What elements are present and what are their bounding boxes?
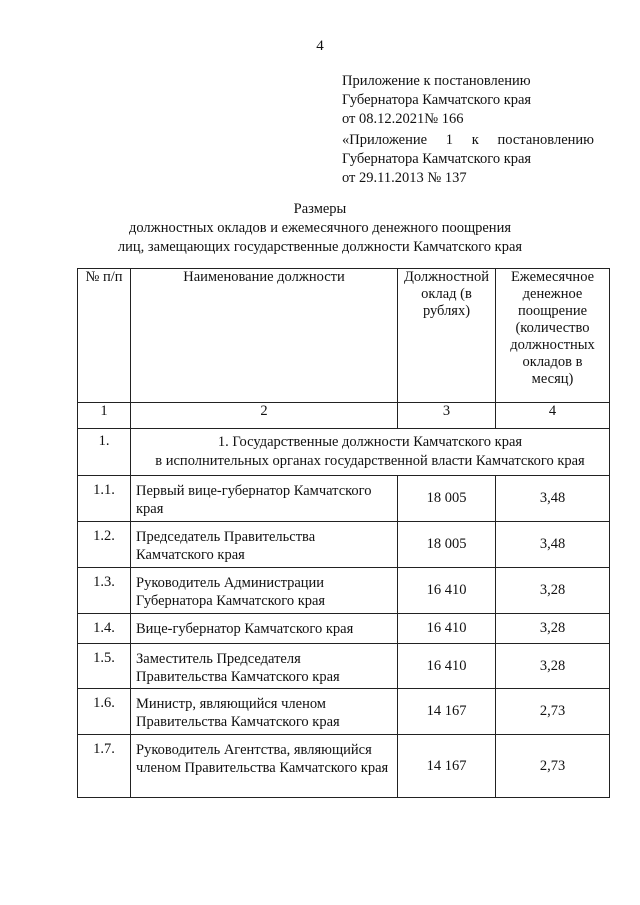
salary-table <box>77 268 610 798</box>
bonus-value: 3,28 <box>496 614 610 644</box>
position-name: Руководитель Агентства, являющийся членом Правительства Камчатского края <box>131 735 398 798</box>
header-number: № п/п <box>78 269 131 403</box>
page-number: 4 <box>316 38 324 54</box>
column-number: 4 <box>496 403 610 429</box>
header-salary: Должностной оклад (в рублях) <box>398 269 496 403</box>
appendix-line: от 29.11.2013 № 137 <box>342 170 467 186</box>
salary-value: 16 410 <box>398 614 496 644</box>
column-number: 1 <box>78 403 131 429</box>
row-number: 1.7. <box>78 735 131 798</box>
appendix-line: «Приложение 1 к постановлению <box>342 132 594 148</box>
table-row <box>78 735 610 798</box>
appendix-current-reference <box>342 72 594 129</box>
table-row <box>78 522 610 568</box>
row-number: 1.3. <box>78 568 131 614</box>
position-name: Министр, являющийся членом Правительства Камчатского края <box>131 689 398 735</box>
salary-value: 18 005 <box>398 522 496 568</box>
bonus-value: 2,73 <box>496 735 610 798</box>
bonus-value: 3,28 <box>496 568 610 614</box>
appendix-line: Губернатора Камчатского края <box>342 92 532 108</box>
table-row <box>78 614 610 644</box>
bonus-value: 2,73 <box>496 689 610 735</box>
section-title-line: в исполнительных органах государственной власти Камчатского края <box>155 453 585 469</box>
salary-value: 18 005 <box>398 476 496 522</box>
section-title <box>131 429 610 476</box>
header-position-name: Наименование должности <box>131 269 398 403</box>
salary-value: 14 167 <box>398 689 496 735</box>
salary-value: 14 167 <box>398 735 496 798</box>
table-header-row <box>78 269 610 403</box>
table-row <box>78 689 610 735</box>
appendix-line: Приложение к постановлению <box>342 73 531 89</box>
bonus-value: 3,48 <box>496 522 610 568</box>
column-number-row <box>78 403 610 429</box>
appendix-original-reference <box>342 131 594 188</box>
salary-value: 16 410 <box>398 568 496 614</box>
section-title-line: 1. Государственные должности Камчатского края <box>217 434 523 450</box>
bonus-value: 3,48 <box>496 476 610 522</box>
document-heading <box>0 200 640 257</box>
table-row <box>78 644 610 689</box>
table-row <box>78 568 610 614</box>
position-name: Заместитель Председателя Правительства Камчатского края <box>131 644 398 689</box>
heading-subtitle: должностных окладов и ежемесячного денежного поощрения <box>129 220 511 236</box>
row-number: 1.2. <box>78 522 131 568</box>
row-number: 1.6. <box>78 689 131 735</box>
heading-title: Размеры <box>293 201 347 217</box>
salary-value: 16 410 <box>398 644 496 689</box>
row-number: 1.4. <box>78 614 131 644</box>
position-name: Вице-губернатор Камчатского края <box>131 614 398 644</box>
row-number: 1.1. <box>78 476 131 522</box>
position-name: Руководитель Администрации Губернатора Камчатского края <box>131 568 398 614</box>
bonus-value: 3,28 <box>496 644 610 689</box>
column-number: 3 <box>398 403 496 429</box>
position-name: Председатель Правительства Камчатского края <box>131 522 398 568</box>
header-monthly-bonus: Ежемесячное денежное поощрение (количество должностных окладов в месяц) <box>496 269 610 403</box>
appendix-line: от 08.12.2021№ 166 <box>342 111 464 127</box>
appendix-line: Губернатора Камчатского края <box>342 151 532 167</box>
heading-subtitle: лиц, замещающих государственные должности Камчатского края <box>117 239 523 255</box>
position-name: Первый вице-губернатор Камчатского края <box>131 476 398 522</box>
column-number: 2 <box>131 403 398 429</box>
section-row <box>78 429 610 476</box>
section-number: 1. <box>78 429 131 476</box>
row-number: 1.5. <box>78 644 131 689</box>
table-row <box>78 476 610 522</box>
